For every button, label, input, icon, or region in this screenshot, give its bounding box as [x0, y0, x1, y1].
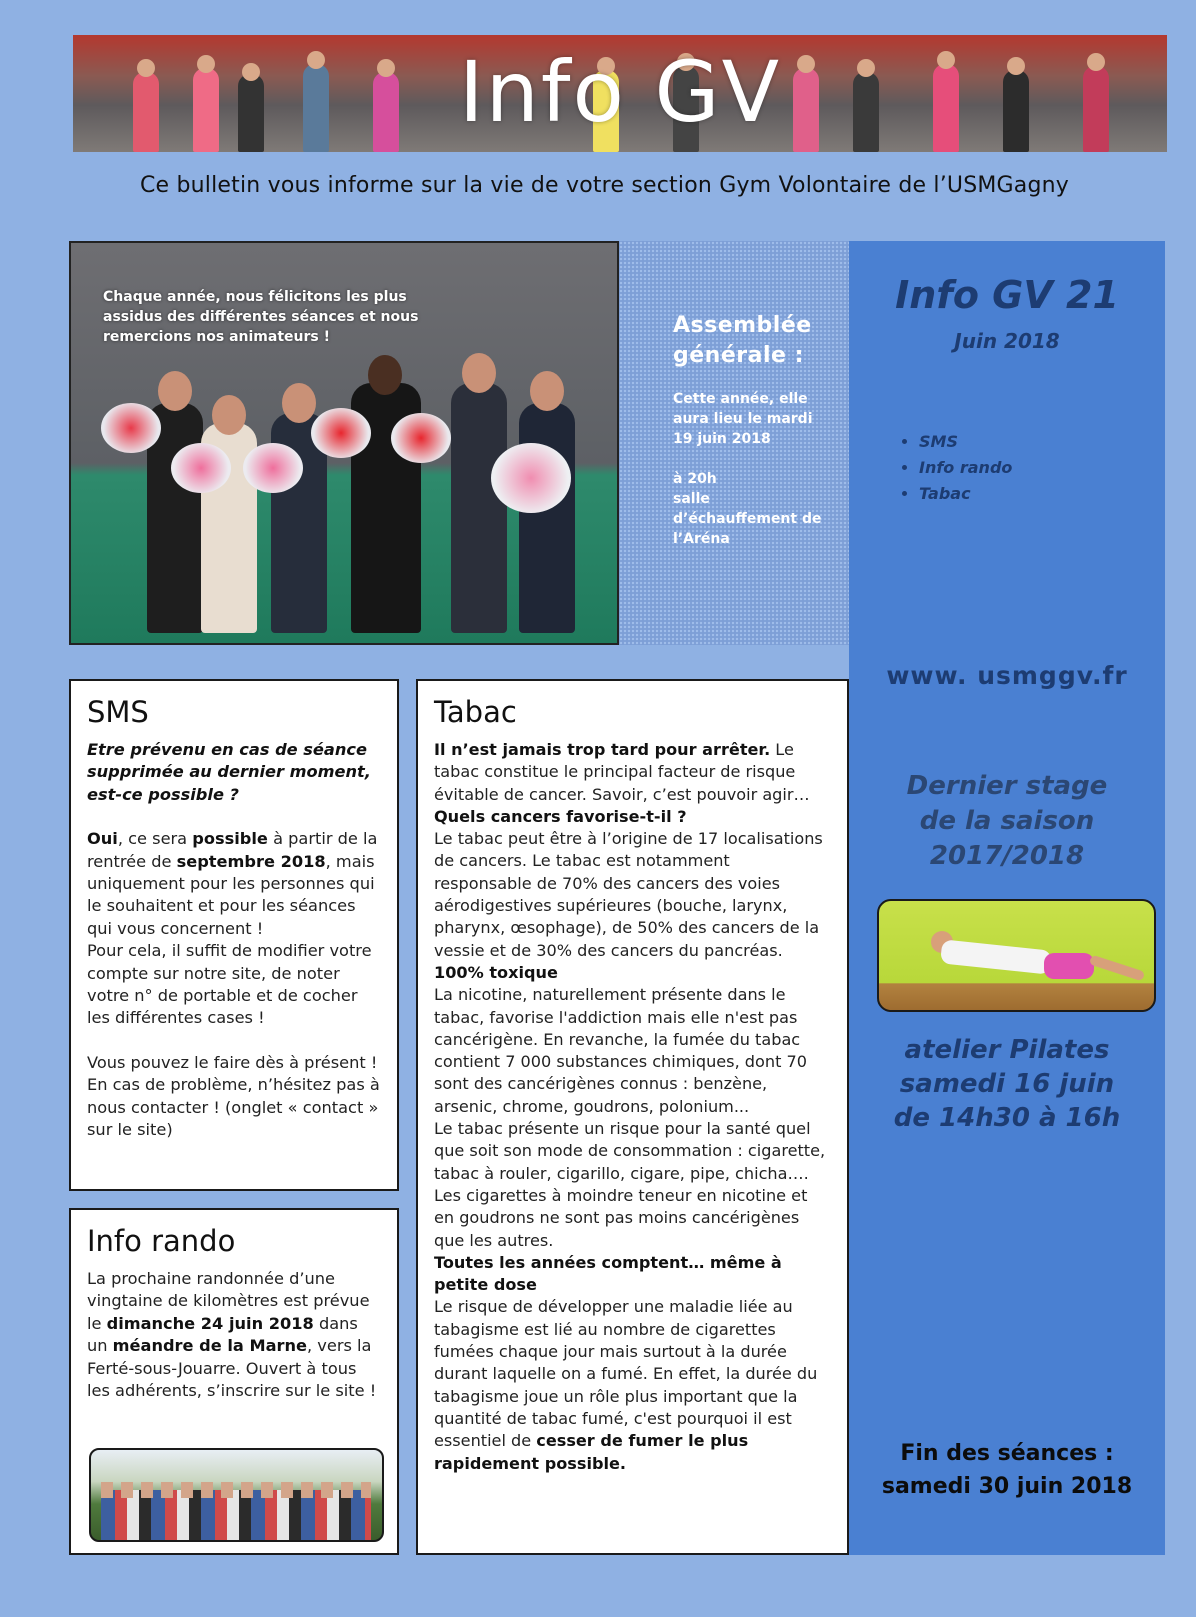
- tabac-paragraph-1: Le tabac peut être à l’origine de 17 localisations de cancers. Le tabac est notamment responsable de 70% des cancers des voies aérodigestives supérieures (bouche, larynx, pharynx, œsophage), de 50% des cancers de la vessie et de 30% des cancers du pancréas.: [434, 829, 823, 960]
- pilates-photo: [877, 899, 1156, 1012]
- banner-title: Info GV: [458, 43, 782, 141]
- tabac-paragraph-4: Le risque de développer une maladie liée au tabagisme est lié au nombre de cigarettes fumées chaque jour mais surtout à la durée durant laquelle on a fumé. En effet, la durée du tabagisme joue un rôle plus important que la quantité de tabac fumé, c'est pourquoi il est essentiel de cesser de fumer le plus rapidement possible.: [434, 1297, 818, 1473]
- sms-question: Etre prévenu en cas de séance supprimée au dernier moment, est-ce possible ?: [87, 740, 371, 804]
- tabac-paragraph-3: Le tabac présente un risque pour la santé quel que soit son mode de consommation : cigarette, tabac à rouler, cigarillo, cigare, pipe, chicha…. Les cigarettes à moindre teneur en nicotine et en goudrons ne sont pas moins cancérigènes que les autres.: [434, 1119, 826, 1250]
- sms-article: [69, 679, 399, 1191]
- tabac-lead: Il n’est jamais trop tard pour arrêter. Le tabac constitue le principal facteur de risque évitable de cancer. Savoir, c’est pouvoir agir…: [434, 740, 810, 804]
- tabac-article: [416, 679, 849, 1555]
- rando-paragraph: La prochaine randonnée d’une vingtaine de kilomètres est prévue le dimanche 24 juin 2018 dans un méandre de la Marne, vers la Ferté-sous-Jouarre. Ouvert à tous les adhérents, s’inscrire sur le site !: [87, 1269, 377, 1401]
- tabac-paragraph-2: La nicotine, naturellement présente dans le tabac, favorise l'addiction mais elle n'est pas cancérigène. En revanche, la fumée du tabac contient 7 000 substances chimiques, dont 70 sont des cancérigènes connus : benzène, arsenic, chrome, goudrons, polonium...: [434, 985, 807, 1116]
- sms-paragraph-3: Vous pouvez le faire dès à présent ! En cas de problème, n’hésitez pas à nous contacter ! (onglet « contact » sur le site): [87, 1052, 380, 1140]
- sms-paragraph-1: Oui, ce sera possible à partir de la rentrée de septembre 2018, mais uniquement pour les personnes qui le souhaitent et pour les séances qui vous concernent !: [87, 829, 378, 938]
- assembly-details: Cette année, elle aura lieu le mardi 19 juin 2018 à 20h salle d’échauffement de l’Aréna: [673, 391, 822, 547]
- award-group-photo: [69, 241, 619, 645]
- rando-article: [69, 1208, 399, 1555]
- stage-heading: Dernier stage de la saison 2017/2018: [906, 771, 1108, 871]
- table-of-contents: [901, 429, 1012, 507]
- sms-paragraph-2: Pour cela, il suffit de modifier votre compte sur notre site, de noter votre n° de portable et de cocher les différentes cases !: [87, 941, 372, 1028]
- toc-item-sms[interactable]: • SMS: [919, 429, 1012, 455]
- tabac-heading-3: Toutes les années comptent… même à petite dose: [434, 1252, 782, 1295]
- photo-caption: Chaque année, nous félicitons les plus assidus des différentes séances et nous remercions nos animateurs !: [103, 289, 419, 345]
- rando-title: Info rando: [87, 1224, 236, 1258]
- header-banner-photo: [73, 35, 1167, 152]
- assembly-title: Assemblée générale :: [673, 313, 812, 368]
- pilates-workshop-info: atelier Pilates samedi 16 juin de 14h30 à 16h: [893, 1035, 1121, 1133]
- toc-item-info-rando[interactable]: • Info rando: [919, 455, 1012, 481]
- assembly-panel: [619, 241, 849, 645]
- tabac-heading-2: 100% toxique: [434, 962, 558, 982]
- season-end-info: Fin des séances : samedi 30 juin 2018: [881, 1441, 1133, 1499]
- website-link[interactable]: www. usmggv.fr: [886, 661, 1128, 690]
- issue-date: Juin 2018: [954, 329, 1060, 353]
- tabac-heading-1: Quels cancers favorise-t-il ?: [434, 806, 687, 826]
- toc-item-tabac[interactable]: • Tabac: [919, 481, 1012, 507]
- sms-title: SMS: [87, 695, 149, 729]
- issue-number: Info GV 21: [895, 273, 1119, 317]
- banner-subtitle: Ce bulletin vous informe sur la vie de votre section Gym Volontaire de l’USMGagny: [140, 173, 1070, 198]
- tabac-title: Tabac: [434, 695, 517, 729]
- hiking-group-photo: [89, 1448, 384, 1542]
- sidebar: [849, 241, 1165, 1555]
